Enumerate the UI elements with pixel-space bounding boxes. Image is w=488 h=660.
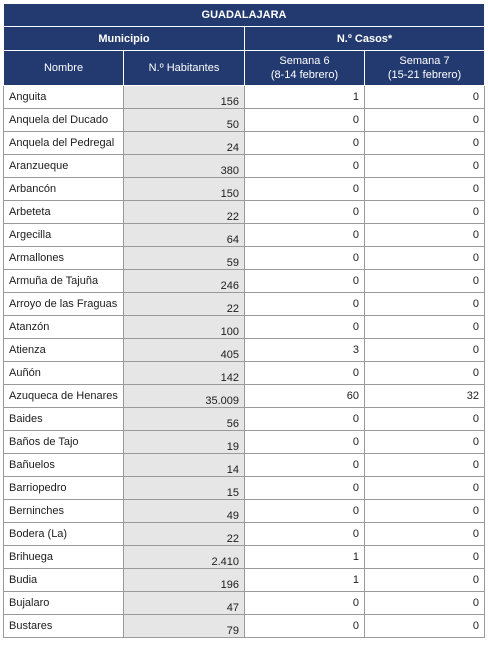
population-cell: 79: [124, 615, 245, 638]
week7-cases-cell: 0: [365, 247, 485, 270]
table-header: [4, 4, 485, 86]
population-cell: 156: [124, 86, 245, 109]
week7-cases-cell: 0: [365, 109, 485, 132]
table-body: [4, 86, 485, 638]
table-row: [4, 109, 485, 132]
week7-cases-cell: 0: [365, 592, 485, 615]
population-cell: 246: [124, 270, 245, 293]
municipality-name-cell: Brihuega: [4, 546, 124, 569]
municipality-name-cell: Arroyo de las Fraguas: [4, 293, 124, 316]
table-row: [4, 477, 485, 500]
table-row: [4, 339, 485, 362]
population-cell: 150: [124, 178, 245, 201]
population-cell: 142: [124, 362, 245, 385]
week6-cases-cell: 0: [245, 201, 365, 224]
municipality-name-cell: Aranzueque: [4, 155, 124, 178]
semana7-column-header: [365, 51, 485, 86]
semana6-column-header: [245, 51, 365, 86]
week6-cases-cell: 0: [245, 247, 365, 270]
week7-cases-cell: 0: [365, 86, 485, 109]
week7-cases-cell: 0: [365, 132, 485, 155]
week7-cases-cell: 0: [365, 615, 485, 638]
week6-cases-cell: 1: [245, 86, 365, 109]
province-title: GUADALAJARA: [4, 4, 485, 27]
municipality-name-cell: Anguita: [4, 86, 124, 109]
population-cell: 47: [124, 592, 245, 615]
table-row: [4, 431, 485, 454]
table-row: [4, 569, 485, 592]
cases-group-header: N.º Casos*: [245, 27, 485, 51]
week6-cases-cell: 0: [245, 362, 365, 385]
municipality-name-cell: Azuqueca de Henares: [4, 385, 124, 408]
municipality-name-cell: Bustares: [4, 615, 124, 638]
week7-cases-cell: 0: [365, 477, 485, 500]
population-cell: 100: [124, 316, 245, 339]
table-row: [4, 500, 485, 523]
table-row: [4, 546, 485, 569]
week6-cases-cell: 0: [245, 132, 365, 155]
municipio-group-header: Municipio: [4, 27, 245, 51]
week6-cases-cell: 0: [245, 615, 365, 638]
week7-cases-cell: 0: [365, 201, 485, 224]
week7-cases-cell: 0: [365, 362, 485, 385]
population-cell: 405: [124, 339, 245, 362]
table-row: [4, 523, 485, 546]
week6-cases-cell: 0: [245, 454, 365, 477]
population-cell: 14: [124, 454, 245, 477]
municipality-name-cell: Atienza: [4, 339, 124, 362]
semana7-label: Semana 7: [399, 55, 450, 67]
population-cell: 380: [124, 155, 245, 178]
semana7-range: (15-21 febrero): [387, 69, 462, 81]
semana6-range: (8-14 febrero): [270, 69, 339, 81]
week6-cases-cell: 0: [245, 316, 365, 339]
population-cell: 2.410: [124, 546, 245, 569]
municipality-name-cell: Armuña de Tajuña: [4, 270, 124, 293]
week7-cases-cell: 0: [365, 270, 485, 293]
week6-cases-cell: 1: [245, 569, 365, 592]
table-row: [4, 316, 485, 339]
table-row: [4, 86, 485, 109]
municipality-name-cell: Baños de Tajo: [4, 431, 124, 454]
table-row: [4, 615, 485, 638]
week7-cases-cell: 0: [365, 500, 485, 523]
week7-cases-cell: 0: [365, 431, 485, 454]
municipality-name-cell: Atanzón: [4, 316, 124, 339]
population-cell: 64: [124, 224, 245, 247]
table-row: [4, 132, 485, 155]
population-cell: 22: [124, 201, 245, 224]
table-row: [4, 454, 485, 477]
table-row: [4, 362, 485, 385]
population-cell: 15: [124, 477, 245, 500]
population-cell: 59: [124, 247, 245, 270]
week6-cases-cell: 0: [245, 592, 365, 615]
population-cell: 50: [124, 109, 245, 132]
population-cell: 56: [124, 408, 245, 431]
semana6-label: Semana 6: [279, 55, 330, 67]
table-row: [4, 247, 485, 270]
population-cell: 22: [124, 523, 245, 546]
cases-table: [3, 3, 485, 638]
population-cell: 49: [124, 500, 245, 523]
week7-cases-cell: 0: [365, 178, 485, 201]
week6-cases-cell: 0: [245, 109, 365, 132]
week6-cases-cell: 0: [245, 523, 365, 546]
table-row: [4, 201, 485, 224]
municipality-name-cell: Anquela del Pedregal: [4, 132, 124, 155]
table-row: [4, 592, 485, 615]
municipality-name-cell: Armallones: [4, 247, 124, 270]
population-cell: 19: [124, 431, 245, 454]
week7-cases-cell: 0: [365, 523, 485, 546]
week7-cases-cell: 0: [365, 454, 485, 477]
week6-cases-cell: 0: [245, 155, 365, 178]
table-row: [4, 155, 485, 178]
week7-cases-cell: 0: [365, 155, 485, 178]
municipality-name-cell: Auñón: [4, 362, 124, 385]
table-row: [4, 408, 485, 431]
municipality-name-cell: Argecilla: [4, 224, 124, 247]
week7-cases-cell: 0: [365, 224, 485, 247]
week6-cases-cell: 0: [245, 500, 365, 523]
week7-cases-cell: 0: [365, 316, 485, 339]
week6-cases-cell: 0: [245, 431, 365, 454]
table-row: [4, 293, 485, 316]
municipality-name-cell: Bujalaro: [4, 592, 124, 615]
municipality-name-cell: Berninches: [4, 500, 124, 523]
table-row: [4, 385, 485, 408]
municipality-name-cell: Arbancón: [4, 178, 124, 201]
population-cell: 22: [124, 293, 245, 316]
nombre-column-header: Nombre: [4, 51, 124, 86]
week6-cases-cell: 0: [245, 408, 365, 431]
week6-cases-cell: 0: [245, 224, 365, 247]
week7-cases-cell: 0: [365, 339, 485, 362]
week6-cases-cell: 3: [245, 339, 365, 362]
municipality-name-cell: Anquela del Ducado: [4, 109, 124, 132]
population-cell: 35.009: [124, 385, 245, 408]
population-cell: 196: [124, 569, 245, 592]
table-row: [4, 270, 485, 293]
week6-cases-cell: 1: [245, 546, 365, 569]
municipality-name-cell: Barriopedro: [4, 477, 124, 500]
table-row: [4, 224, 485, 247]
week7-cases-cell: 0: [365, 569, 485, 592]
week6-cases-cell: 0: [245, 477, 365, 500]
habitantes-column-header: N.º Habitantes: [124, 51, 245, 86]
week6-cases-cell: 60: [245, 385, 365, 408]
municipality-name-cell: Arbeteta: [4, 201, 124, 224]
week7-cases-cell: 0: [365, 546, 485, 569]
municipality-name-cell: Budia: [4, 569, 124, 592]
week6-cases-cell: 0: [245, 293, 365, 316]
municipality-name-cell: Bodera (La): [4, 523, 124, 546]
week7-cases-cell: 0: [365, 293, 485, 316]
population-cell: 24: [124, 132, 245, 155]
table-row: [4, 178, 485, 201]
cases-table-container: [3, 3, 484, 638]
week7-cases-cell: 0: [365, 408, 485, 431]
week6-cases-cell: 0: [245, 178, 365, 201]
municipality-name-cell: Baides: [4, 408, 124, 431]
week6-cases-cell: 0: [245, 270, 365, 293]
municipality-name-cell: Bañuelos: [4, 454, 124, 477]
week7-cases-cell: 32: [365, 385, 485, 408]
